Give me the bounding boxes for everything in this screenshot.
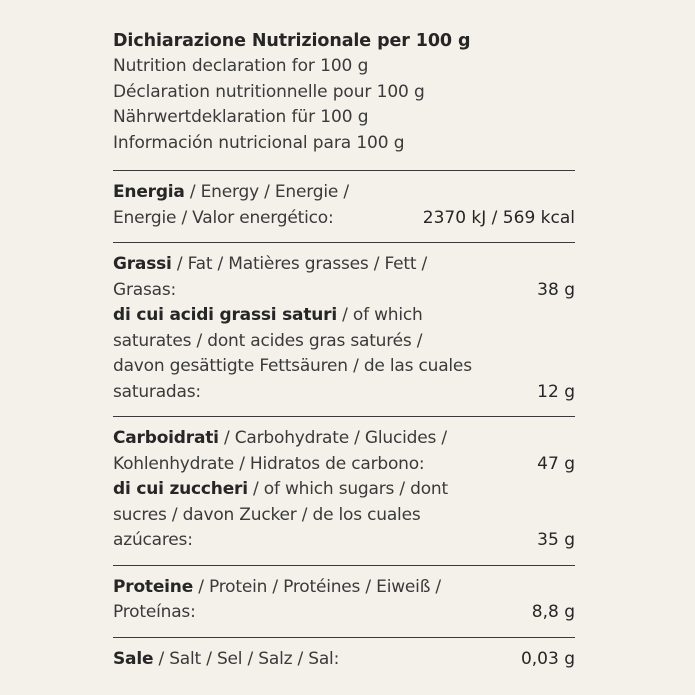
nutrition-row-saturates [113, 303, 575, 405]
nutrition-row-carbohydrate [113, 416, 575, 565]
nutrition-row-carbohydrate-stack [113, 426, 575, 554]
nutrition-title-block [113, 28, 575, 170]
nutrition-row-salt-value: 0,03 g [520, 648, 575, 669]
nutrition-row-energy [113, 170, 575, 242]
nutrition-row-saturates-text: / of which saturates / dont acides gras saturés / davon gesättigte Fettsäuren / de las cuales saturadas: [113, 305, 472, 402]
nutrition-row-carbohydrate-main [113, 426, 575, 477]
nutrition-row-protein-value: 8,8 g [531, 602, 575, 622]
nutrition-row-salt-text: / Salt / Sel / Salz / Sal: [153, 648, 340, 669]
nutrition-row-fat-value: 38 g [537, 279, 575, 300]
nutrition-declaration-panel [113, 28, 575, 683]
nutrition-row-carbohydrate-value: 47 g [537, 453, 575, 474]
nutrition-row-protein-label [113, 575, 473, 626]
nutrition-row-fat-text: / Fat / Matières grasses / Fett / Grasas: [113, 254, 428, 300]
nutrition-row-sugars-text: / of which sugars / dont sucres / davon Zucker / de los cuales azúcares: [113, 479, 448, 550]
nutrition-row-saturates-value: 12 g [537, 381, 575, 402]
title-line-spanish: Información nutricional para 100 g [113, 132, 405, 153]
title-line-english: Nutrition declaration for 100 g [113, 56, 369, 76]
nutrition-row-carbohydrate-text: / Carbohydrate / Glucides / Kohlenhydrate / Hidratos de carbono: [113, 428, 447, 474]
title-line-french: Déclaration nutritionnelle pour 100 g [113, 81, 425, 102]
nutrition-row-salt-label [113, 647, 339, 673]
nutrition-row-energy-value: 2370 kJ / 569 kcal [422, 207, 575, 228]
nutrition-row-energy-label [113, 180, 413, 231]
nutrition-row-sugars-value: 35 g [537, 530, 575, 550]
nutrition-row-fat-main [113, 252, 575, 303]
nutrition-row-saturates-label [113, 303, 473, 405]
nutrition-row-protein [113, 565, 575, 637]
nutrition-row-protein-lead: Proteine [113, 576, 194, 597]
nutrition-row-fat-label [113, 252, 473, 303]
nutrition-row-salt-lead: Sale [113, 648, 154, 669]
nutrition-row-sugars [113, 477, 575, 554]
title-line-german: Nährwertdeklaration für 100 g [113, 107, 369, 127]
nutrition-row-fat-stack [113, 252, 575, 405]
nutrition-row-carbohydrate-lead: Carboidrati [113, 428, 219, 448]
nutrition-row-carbohydrate-label [113, 426, 473, 477]
nutrition-row-protein-text: / Protein / Protéines / Eiweiß / Proteínas: [113, 576, 441, 622]
nutrition-row-fat [113, 242, 575, 416]
nutrition-row-fat-lead: Grassi [113, 254, 172, 274]
nutrition-row-salt [113, 637, 575, 684]
nutrition-row-sugars-label [113, 477, 473, 554]
nutrition-row-energy-lead: Energia [113, 182, 185, 202]
nutrition-row-sugars-lead: di cui zuccheri [113, 479, 248, 499]
title-line-italian: Dichiarazione Nutrizionale per 100 g [113, 31, 471, 51]
nutrition-row-saturates-lead: di cui acidi grassi saturi [113, 305, 337, 325]
nutrition-row-energy-text: / Energy / Energie / Energie / Valor energético: [113, 182, 349, 228]
